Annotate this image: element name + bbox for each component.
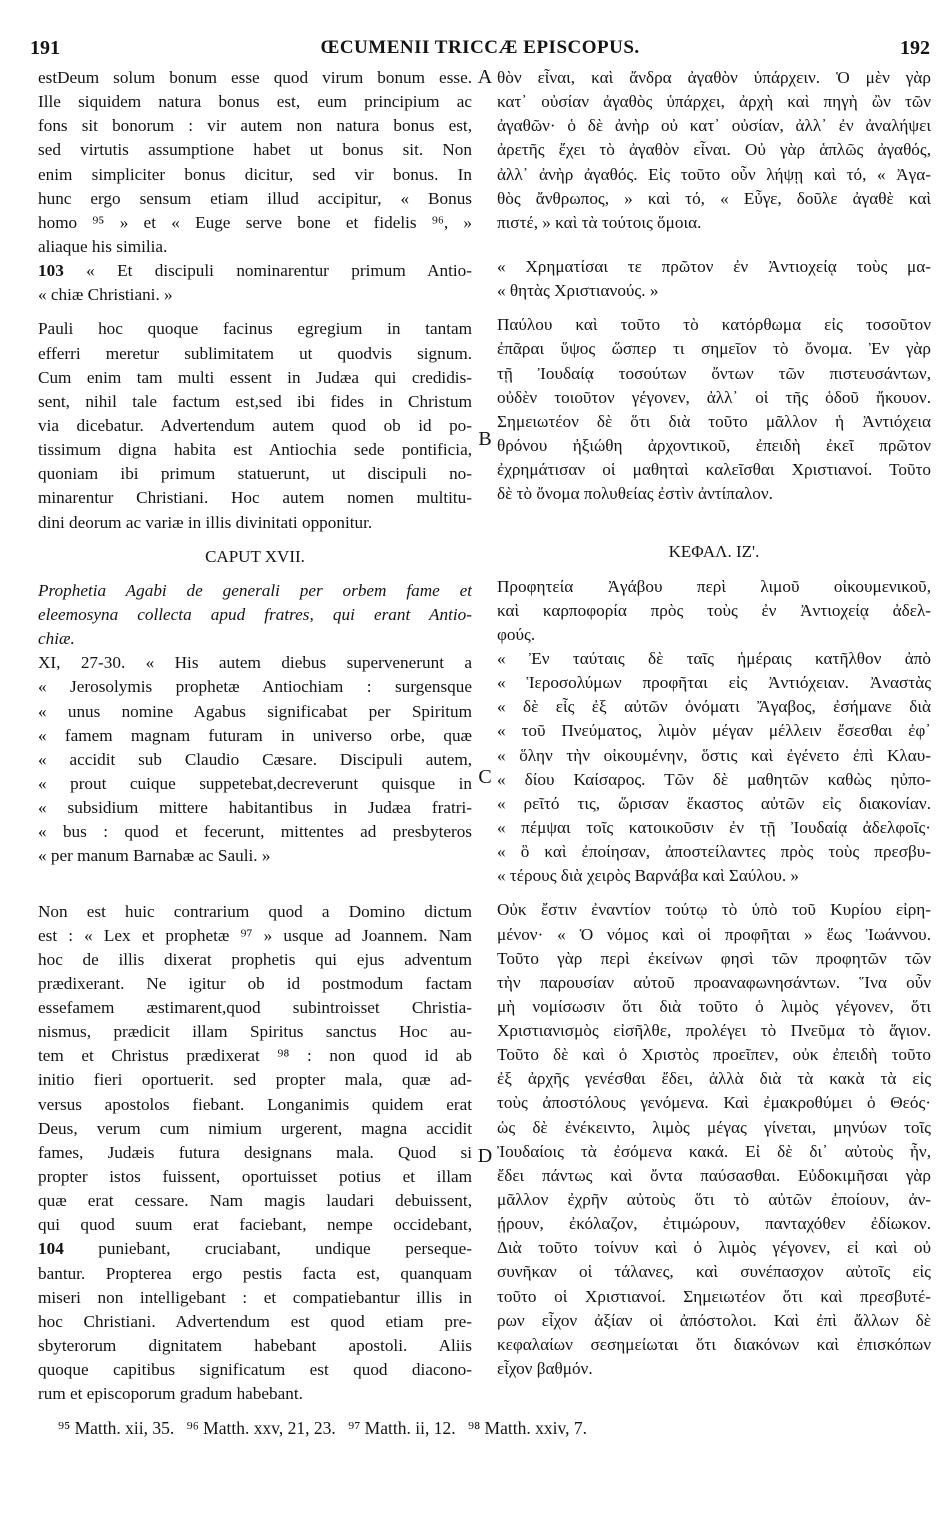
text-line: « τοῦ Πνεύματος, λιμὸν μέγαν μέλλειν ἔσεσθαι ἐφ᾽ xyxy=(497,721,931,741)
footnote-97: ⁹⁷ Matth. ii, 12. xyxy=(348,1418,456,1438)
text-line: « δίου Καίσαρος. Τῶν δὲ μαθητῶν καθὼς ηὐπο- xyxy=(497,769,931,789)
margin-letter-c: C xyxy=(478,766,492,788)
text-line: enim simpliciter bonus dicitur, sed vir bonus. In xyxy=(38,164,472,184)
text-line: hoc de illis dixerat prophetis qui ejus adventum xyxy=(38,949,472,969)
chapter-summary-latin xyxy=(38,579,472,651)
text-line: homo ⁹⁵ » et « Euge serve bone et fidelis ⁹⁶, » xyxy=(38,212,472,232)
text-line: συνῆκαν οἱ τάλανες, καὶ συνέπασχον αὐτοῖς εἰς xyxy=(497,1262,931,1282)
chapter-summary-greek xyxy=(497,575,931,647)
margin-letter-d: D xyxy=(477,1145,493,1167)
text-line: est : « Lex et prophetæ ⁹⁷ » usque ad Joannem. Nam xyxy=(38,925,472,945)
greek-paragraph-3 xyxy=(497,313,931,506)
text-line: ἐχρημάτισαν οἱ μαθηταὶ καλεῖσθαι Χριστιανοί. Τοῦτο xyxy=(497,460,931,480)
text-line: Διὰ τοῦτο τοίνυν καὶ ὁ λιμὸς γέγονεν, εἰ καὶ οὐ xyxy=(497,1238,931,1258)
text-line: nismus, prædicit illam Spiritus sanctus Hoc au- xyxy=(38,1022,472,1042)
text-line: Παύλου καὶ τοῦτο τὸ κατόρθωμα εἰς τοσοῦτον xyxy=(497,315,931,335)
text-line: Σημειωτέον δὲ ὅτι διὰ τοῦτο μᾶλλον ἡ Ἀντιόχεια xyxy=(497,411,931,431)
text-line: ἔδει πάντως καὶ ὄντα παύσασθαι. Εὐδοκιμῆσαι γὰρ xyxy=(497,1165,931,1185)
text-line: « prout cuique suppetebat,decreverunt quisque in xyxy=(38,773,472,793)
running-header xyxy=(30,37,930,63)
text-line: κατ᾽ οὐσίαν ἀγαθὸς ὑπάρχει, ἀρχὴ καὶ πηγὴ ὢν τῶν xyxy=(497,92,931,112)
text-line: « ὅλην τὴν οἰκουμένην, ὅστις καὶ ἐγένετο ἐπὶ Κλαυ- xyxy=(497,745,931,765)
text-line xyxy=(38,259,472,283)
margin-letter-a: A xyxy=(477,66,493,88)
column-number-104: 104 xyxy=(38,1239,64,1259)
page-number-right: 192 xyxy=(900,37,930,59)
text-line: bantur. Propterea ergo pestis facta est, quanquam xyxy=(38,1263,472,1283)
text-line: τοῦτο οἱ Χριστιανοί. Σημειωτέον ὅτι καὶ πρεσβυτέ- xyxy=(497,1286,931,1306)
text-line: ἀρετῆς ἔχει τὸ ἀγαθὸν εἶναι. Οὐ γὰρ ἁπλῶς ἀγαθός, xyxy=(497,140,931,160)
chapter-heading-greek: ΚΕΦΑΛ. ΙΖ'. xyxy=(668,542,760,562)
text-line: Οὐκ ἔστιν ἐναντίον τούτῳ τὸ ὑπὸ τοῦ Κυρίου εἰρη- xyxy=(497,900,931,920)
text-line: quæ erat cessare. Nam magis laudari debuissent, xyxy=(38,1191,472,1211)
text-line: ὡς δὲ ἐνέκειντο, λιμὸς μέγας γίνεται, μηνύων τοῖς xyxy=(497,1117,931,1137)
text-line: sed virtutis assumptione habet ut bonus sit. Non xyxy=(38,140,472,160)
text-line: Cum enim tam multi essent in Judæa qui credidis- xyxy=(38,367,472,387)
text-line: quoque capitibus significatum est quod diacono- xyxy=(38,1360,472,1380)
column-number-103: 103 xyxy=(38,261,64,281)
latin-lemma-103 xyxy=(38,259,472,307)
greek-paragraph-1 xyxy=(497,66,931,235)
text-line: tem et Christus prædixerat ⁹⁸ : non quod id ab xyxy=(38,1046,472,1066)
page-title: ŒCUMENII TRICCÆ EPISCOPUS. xyxy=(320,37,640,58)
text-line: τῇ Ἰουδαίᾳ τοσούτων ὄντων τῶν πιστευσάντων, xyxy=(497,363,931,383)
footnote-96: ⁹⁶ Matth. xxv, 21, 23. xyxy=(186,1418,336,1438)
text-line: Prophetia Agabi de generali per orbem fame et xyxy=(38,580,472,600)
text-line: εἶχον βαθμόν. xyxy=(497,1359,593,1379)
text-line: rum et episcoporum gradum habebant. xyxy=(38,1384,303,1404)
latin-scripture-quote xyxy=(38,651,472,868)
greek-lemma xyxy=(497,255,931,303)
text-line: essefamem æstimarent,quod subintroisset Christia- xyxy=(38,998,472,1018)
text-line: tissimum digna habita est Antiochia sede pontificia, xyxy=(38,440,472,460)
text-line: fames, Judæis futura designans mala. Quod si xyxy=(38,1142,472,1162)
text-line: πιστέ, » καὶ τὰ τούτοις ὅμοια. xyxy=(497,212,702,232)
text-line: « ρεῖτό τις, ὥρισαν ἕκαστος αὐτῶν εἰς διακονίαν. xyxy=(497,793,931,813)
text-line: versus apostolos fiebant. Longanimis quidem erat xyxy=(38,1094,472,1114)
text-line: καὶ καρποφορία πρὸς τοὺς ἐν Ἀντιοχείᾳ ἀδελ- xyxy=(497,600,931,620)
text-line xyxy=(38,1237,472,1261)
text-line: Τοῦτο δὲ καὶ ὁ Χριστὸς προεῖπεν, οὐκ ἐπειδὴ τοῦτο xyxy=(497,1045,931,1065)
text-line: Pauli hoc quoque facinus egregium in tantam xyxy=(38,319,472,339)
text-line: aliaque his similia. xyxy=(38,236,168,256)
footnote-95: ⁹⁵ Matth. xii, 35. xyxy=(58,1418,175,1438)
text-line: ρων εἶχον ἀξίαν οἱ ἀπόστολοι. Καὶ ἐπὶ ἄλλων δὲ xyxy=(497,1310,931,1330)
text-line: XI, 27-30. « His autem diebus supervenerunt a xyxy=(38,653,472,673)
text-line: quoniam ibi primum statuerunt, ut discipuli no- xyxy=(38,464,472,484)
text-line: propter istos fuissent, oportuisset potius et illam xyxy=(38,1167,472,1187)
text-line: qui quod suum erat faciebant, nempe occidebant, xyxy=(38,1215,472,1235)
text-line: « unus nomine Agabus significabat per Spiritum xyxy=(38,701,472,721)
lemma-text: « Et discipuli nominarentur primum Antio- xyxy=(63,261,472,281)
chapter-heading-latin: CAPUT XVII. xyxy=(205,546,305,566)
text-line: miseri non intelligebant : et compatiebantur illis in xyxy=(38,1287,472,1307)
text-line: minarentur Christiani. Hoc autem nomen multitu- xyxy=(38,488,472,508)
greek-scripture-quote xyxy=(497,647,931,888)
latin-paragraph-5 xyxy=(38,900,472,1407)
text-line: fons sit bonorum : vir autem non natura bonus est, xyxy=(38,116,472,136)
text-line: Ille siquidem natura bonus est, eum principium ac xyxy=(38,92,472,112)
text-line: « θητὰς Χριστιανούς. » xyxy=(497,281,659,301)
text-line: « Ἐν ταύταις δὲ ταῖς ἡμέραις κατῆλθον ἀπὸ xyxy=(497,648,931,668)
text-line: « Χρηματίσαι τε πρῶτον ἐν Ἀντιοχείᾳ τοὺς μα- xyxy=(497,256,931,276)
text-line: via dicebatur. Advertendum autem quod ob id po- xyxy=(38,415,472,435)
text-line: ἀγαθῶν· ὁ δὲ ἀνὴρ οὐ κατ᾽ οὐσίαν, ἀλλ᾽ ἐν ἀναλήψει xyxy=(497,116,931,136)
text-line: chiæ. xyxy=(38,629,75,649)
text-line: Χριστιανισμὸς εἰσῆλθε, προλέγει τὸ Πνεῦμα τὸ ἅγιον. xyxy=(497,1021,931,1041)
text-line: τοὺς ἀποστόλους γενόμενα. Καὶ ἐμακροθύμει ὁ Θεός· xyxy=(497,1093,931,1113)
text-line: θὸν εἶναι, καὶ ἄνδρα ἀγαθὸν ὑπάρχειν. Ὁ μὲν γὰρ xyxy=(497,68,931,87)
text-line: δὲ τὸ ὄνομα πολυθείας ἐστὶν ἀντίπαλον. xyxy=(497,484,773,504)
text-line: efferri meretur sublimitatem ut quodvis signum. xyxy=(38,343,472,363)
text-line: θὸς ἄνθρωπος, » καὶ τό, « Εὖγε, δοῦλε ἀγαθὲ καὶ xyxy=(497,188,931,208)
latin-paragraph-1 xyxy=(38,66,472,259)
margin-letter-b: B xyxy=(478,428,492,450)
text-line: Τοῦτο γὰρ περὶ ἐκείνων φησὶ τῶν προφητῶν τῶν xyxy=(497,948,931,968)
text-line: οὐδὲν τοιοῦτον γέγονεν, ἀλλ᾽ οἱ τῆς ὁδοῦ ἤκουον. xyxy=(497,387,931,407)
text-line: κεφαλαίων σεσημείωται ὅτι διακόνων καὶ ἐπισκόπων xyxy=(497,1334,931,1354)
text-line: hoc Christiani. Advertendum est quod etiam pre- xyxy=(38,1311,472,1331)
text-line: Προφητεία Ἀγάβου περὶ λιμοῦ οἰκουμενικοῦ, xyxy=(497,576,931,596)
text-line: « chiæ Christiani. » xyxy=(38,285,173,305)
latin-paragraph-3 xyxy=(38,317,472,534)
text-line: μὴ νομίσωσιν ὅτι διὰ τοῦτο ὁ λιμὸς γέγονεν, ὅτι xyxy=(497,996,931,1016)
text-line: φούς. xyxy=(497,624,536,644)
text-line: hunc ergo sensum etiam illud accipitur, « Bonus xyxy=(38,188,472,208)
text-line: estDeum solum bonum esse quod virum bonum esse. xyxy=(38,68,472,87)
text-line: « famem magnam futuram in universo orbe, quæ xyxy=(38,725,472,745)
text-line: eleemosyna collecta apud fratres, qui erant Antio- xyxy=(38,604,472,624)
text-line: « ὃ καὶ ἐποίησαν, ἀποστείλαντες πρὸς τοὺς πρεσβυ- xyxy=(497,842,931,862)
text-line: « πέμψαι τοῖς κατοικοῦσιν ἐν τῇ Ἰουδαίᾳ ἀδελφοῖς· xyxy=(497,817,931,837)
text-line: « Jerosolymis prophetæ Antiochiam : surgensque xyxy=(38,677,472,697)
text-line: « subsidium mittere habitantibus in Judæa fratri- xyxy=(38,798,472,818)
text-line: μένον· « Ὁ νόμος καὶ οἱ προφῆται » ἕως Ἰωάννου. xyxy=(497,924,931,944)
text-line: « bus : quod et fecerunt, mittentes ad presbyteros xyxy=(38,822,472,842)
text-line: dini deorum ac variæ in illis divinitati opponitur. xyxy=(38,512,373,532)
text-line: « per manum Barnabæ ac Sauli. » xyxy=(38,846,271,866)
text-line: ἐπᾶραι ὕψος ὥσπερ τι σημεῖον τὸ ὄνομα. Ἐν γὰρ xyxy=(497,339,931,359)
text-line: « δὲ εἷς ἐξ αὐτῶν ὀνόματι Ἄγαβος, ἐσήμανε διὰ xyxy=(497,697,931,717)
text-line: μᾶλλον ἐχρῆν αὐτοὺς ὅτι τὸ αὐτῶν ἐποίουν, ἀν- xyxy=(497,1190,931,1210)
text-line: ἐξ ἀρχῆς γενέσθαι ἔδει, ἀλλὰ διὰ τὰ κακὰ τὰ εἰς xyxy=(497,1069,931,1089)
text-fragment: puniebant, cruciabant, undique perseque- xyxy=(63,1239,472,1259)
text-line: prædixerant. Ne igitur ob id postmodum factam xyxy=(38,973,472,993)
text-line: Non est huic contrarium quod a Domino dictum xyxy=(38,901,472,921)
text-line: « accidit sub Claudio Cæsare. Discipuli autem, xyxy=(38,749,472,769)
text-line: sent, nihil tale factum est,sed ibi fides in Christum xyxy=(38,391,472,411)
text-line: Ἰουδαίοις τὰ ἐσόμενα κακά. Εἰ δὲ δι᾽ αὐτοὺς ἦν, xyxy=(497,1141,931,1161)
greek-column xyxy=(497,66,931,1381)
text-line: Deus, verum cum nimium urgerent, magna accidit xyxy=(38,1118,472,1138)
text-line: « τέρους διὰ χειρὸς Βαρνάβα καὶ Σαύλου. » xyxy=(497,866,800,886)
page-number-left: 191 xyxy=(30,37,60,59)
text-line: τὴν παρουσίαν αὐτοῦ προαναφωνησάντων. Ἵνα οὖν xyxy=(497,972,931,992)
text-line: θρόνου ἠξιώθη ἀρχοντικοῦ, ἐπειδὴ ἐκεῖ πρῶτον xyxy=(497,435,931,455)
text-line: « Ἱεροσολύμων προφῆται εἰς Ἀντιόχειαν. Ἀναστὰς xyxy=(497,673,931,693)
footnotes xyxy=(58,1418,595,1439)
text-line: sbyterorum dignitatem habebant apostoli. Aliis xyxy=(38,1336,472,1356)
footnote-98: ⁹⁸ Matth. xxiv, 7. xyxy=(467,1418,587,1438)
latin-column xyxy=(38,66,472,1406)
text-line: ἀλλ᾽ ἀνὴρ ἀγαθός. Εἰς τοῦτο οὖν λήψῃ καὶ τό, « Ἀγα- xyxy=(497,164,931,184)
text-line: ῄρουν, ἐκόλαζον, ἐτιμώρουν, πανταχόθεν ἐδίωκον. xyxy=(497,1214,931,1234)
text-line: initio fieri oportuerit. sed propter mala, quæ ad- xyxy=(38,1070,472,1090)
greek-paragraph-5 xyxy=(497,898,931,1381)
